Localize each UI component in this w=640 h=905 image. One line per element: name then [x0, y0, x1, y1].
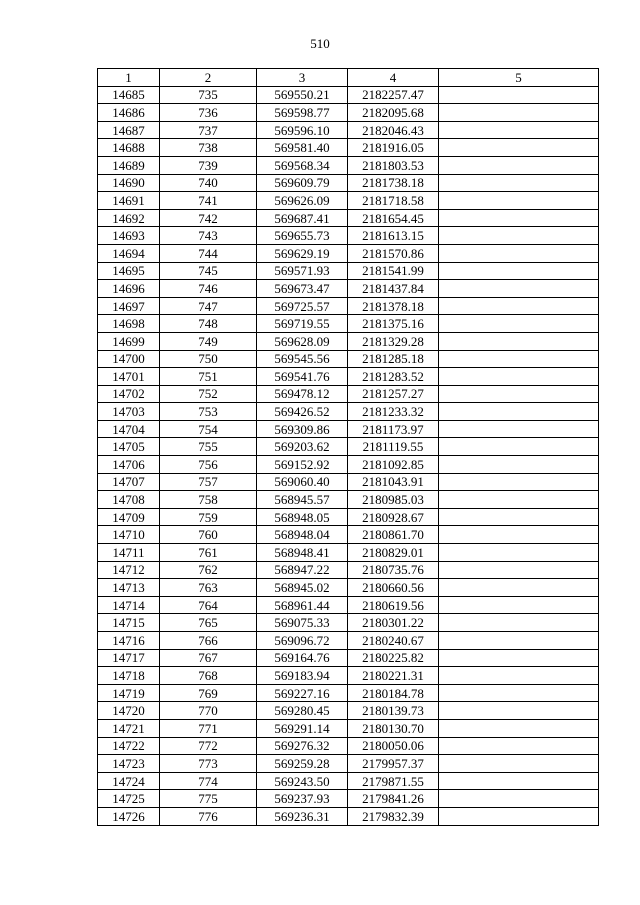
table-cell-col-4: 2180139.73 [348, 702, 439, 720]
table-cell-col-3: 568948.05 [257, 508, 348, 526]
table-cell-col-4: 2182046.43 [348, 121, 439, 139]
table-cell-col-5 [439, 456, 599, 474]
table-row [98, 790, 599, 808]
table-cell-col-3: 569629.19 [257, 244, 348, 262]
table-cell-col-1: 14726 [98, 807, 160, 825]
table-cell-col-4: 2180861.70 [348, 526, 439, 544]
table-cell-col-2: 776 [160, 807, 257, 825]
table-row [98, 491, 599, 509]
table-cell-col-4: 2180301.22 [348, 614, 439, 632]
table-cell-col-1: 14707 [98, 473, 160, 491]
table-cell-col-3: 569568.34 [257, 156, 348, 174]
table-cell-col-4: 2182257.47 [348, 86, 439, 104]
table-row [98, 772, 599, 790]
table-row [98, 702, 599, 720]
table-row [98, 667, 599, 685]
table-row [98, 456, 599, 474]
table-cell-col-3: 569596.10 [257, 121, 348, 139]
table-cell-col-5 [439, 262, 599, 280]
table-cell-col-2: 752 [160, 385, 257, 403]
table-cell-col-3: 569291.14 [257, 719, 348, 737]
table-cell-col-5 [439, 719, 599, 737]
table-cell-col-2: 743 [160, 227, 257, 245]
table-cell-col-2: 768 [160, 667, 257, 685]
table-cell-col-1: 14685 [98, 86, 160, 104]
table-cell-col-2: 758 [160, 491, 257, 509]
table-cell-col-2: 754 [160, 420, 257, 438]
table-row [98, 156, 599, 174]
table-cell-col-4: 2181257.27 [348, 385, 439, 403]
table-cell-col-4: 2181803.53 [348, 156, 439, 174]
table-cell-col-1: 14694 [98, 244, 160, 262]
header-cell-3: 3 [257, 69, 348, 87]
table-cell-col-2: 759 [160, 508, 257, 526]
table-cell-col-1: 14713 [98, 579, 160, 597]
table-row [98, 86, 599, 104]
table-cell-col-5 [439, 737, 599, 755]
table-cell-col-2: 741 [160, 192, 257, 210]
table-cell-col-3: 569280.45 [257, 702, 348, 720]
header-row [98, 69, 599, 87]
table-cell-col-5 [439, 596, 599, 614]
table-cell-col-3: 569628.09 [257, 332, 348, 350]
table-cell-col-2: 749 [160, 332, 257, 350]
table-cell-col-2: 739 [160, 156, 257, 174]
table-cell-col-1: 14724 [98, 772, 160, 790]
table-cell-col-2: 771 [160, 719, 257, 737]
table-cell-col-5 [439, 174, 599, 192]
table-cell-col-1: 14688 [98, 139, 160, 157]
table-row [98, 719, 599, 737]
table-row [98, 526, 599, 544]
table-cell-col-1: 14692 [98, 209, 160, 227]
table-cell-col-4: 2181541.99 [348, 262, 439, 280]
table-cell-col-1: 14708 [98, 491, 160, 509]
table-cell-col-4: 2181437.84 [348, 280, 439, 298]
table-cell-col-1: 14722 [98, 737, 160, 755]
table-cell-col-3: 569541.76 [257, 368, 348, 386]
table-cell-col-1: 14719 [98, 684, 160, 702]
table-cell-col-2: 751 [160, 368, 257, 386]
table-cell-col-4: 2180050.06 [348, 737, 439, 755]
table-row [98, 755, 599, 773]
table-cell-col-3: 569426.52 [257, 403, 348, 421]
table-row [98, 174, 599, 192]
table-cell-col-3: 568945.02 [257, 579, 348, 597]
table-cell-col-5 [439, 315, 599, 333]
table-cell-col-2: 772 [160, 737, 257, 755]
table-cell-col-4: 2180735.76 [348, 561, 439, 579]
table-row [98, 684, 599, 702]
table-row [98, 104, 599, 122]
table-cell-col-3: 569609.79 [257, 174, 348, 192]
table-cell-col-4: 2181173.97 [348, 420, 439, 438]
table-row [98, 332, 599, 350]
table-cell-col-5 [439, 579, 599, 597]
table-cell-col-1: 14711 [98, 544, 160, 562]
table-cell-col-4: 2181718.58 [348, 192, 439, 210]
table-cell-col-5 [439, 667, 599, 685]
table-cell-col-1: 14704 [98, 420, 160, 438]
table-cell-col-1: 14698 [98, 315, 160, 333]
table-cell-col-1: 14725 [98, 790, 160, 808]
table-cell-col-1: 14687 [98, 121, 160, 139]
table-cell-col-2: 767 [160, 649, 257, 667]
table-cell-col-4: 2181613.15 [348, 227, 439, 245]
table-row [98, 473, 599, 491]
table-cell-col-1: 14689 [98, 156, 160, 174]
table-cell-col-5 [439, 297, 599, 315]
table-row [98, 350, 599, 368]
table-row [98, 596, 599, 614]
table-cell-col-5 [439, 649, 599, 667]
table-cell-col-2: 755 [160, 438, 257, 456]
table-cell-col-3: 569673.47 [257, 280, 348, 298]
table-cell-col-3: 569598.77 [257, 104, 348, 122]
table-cell-col-3: 569227.16 [257, 684, 348, 702]
table-cell-col-4: 2179841.26 [348, 790, 439, 808]
table-row [98, 632, 599, 650]
page-number: 510 [310, 36, 330, 51]
table-cell-col-5 [439, 702, 599, 720]
table-cell-col-3: 569571.93 [257, 262, 348, 280]
table-cell-col-4: 2180660.56 [348, 579, 439, 597]
table-cell-col-1: 14717 [98, 649, 160, 667]
table-cell-col-3: 569060.40 [257, 473, 348, 491]
table-row [98, 297, 599, 315]
table-cell-col-2: 761 [160, 544, 257, 562]
table-cell-col-4: 2181375.16 [348, 315, 439, 333]
table-cell-col-2: 774 [160, 772, 257, 790]
table-cell-col-1: 14714 [98, 596, 160, 614]
header-cell-4: 4 [348, 69, 439, 87]
table-cell-col-5 [439, 244, 599, 262]
coordinates-table [97, 68, 599, 826]
table-cell-col-2: 745 [160, 262, 257, 280]
table-cell-col-2: 764 [160, 596, 257, 614]
table-cell-col-5 [439, 420, 599, 438]
table-cell-col-1: 14697 [98, 297, 160, 315]
table-cell-col-5 [439, 755, 599, 773]
table-cell-col-1: 14712 [98, 561, 160, 579]
table-cell-col-5 [439, 772, 599, 790]
table-cell-col-2: 750 [160, 350, 257, 368]
table-cell-col-4: 2181043.91 [348, 473, 439, 491]
table-cell-col-1: 14715 [98, 614, 160, 632]
header-cell-5: 5 [439, 69, 599, 87]
table-row [98, 139, 599, 157]
table-cell-col-2: 760 [160, 526, 257, 544]
table-cell-col-2: 736 [160, 104, 257, 122]
table-cell-col-2: 735 [160, 86, 257, 104]
table-row [98, 508, 599, 526]
table-cell-col-1: 14718 [98, 667, 160, 685]
table-cell-col-4: 2180184.78 [348, 684, 439, 702]
table-cell-col-1: 14723 [98, 755, 160, 773]
table-cell-col-1: 14720 [98, 702, 160, 720]
table-cell-col-1: 14700 [98, 350, 160, 368]
table-cell-col-3: 569550.21 [257, 86, 348, 104]
table-cell-col-1: 14696 [98, 280, 160, 298]
table-cell-col-5 [439, 632, 599, 650]
table-cell-col-4: 2181285.18 [348, 350, 439, 368]
table-cell-col-3: 569687.41 [257, 209, 348, 227]
table-cell-col-2: 765 [160, 614, 257, 632]
table-row [98, 649, 599, 667]
table-cell-col-1: 14709 [98, 508, 160, 526]
table-cell-col-5 [439, 209, 599, 227]
table-cell-col-2: 770 [160, 702, 257, 720]
table-cell-col-5 [439, 121, 599, 139]
table-cell-col-5 [439, 508, 599, 526]
table-row [98, 121, 599, 139]
table-cell-col-3: 569478.12 [257, 385, 348, 403]
table-cell-col-5 [439, 368, 599, 386]
table-cell-col-5 [439, 86, 599, 104]
table-cell-col-1: 14702 [98, 385, 160, 403]
table-cell-col-3: 569236.31 [257, 807, 348, 825]
table-row [98, 438, 599, 456]
table-cell-col-5 [439, 491, 599, 509]
table-cell-col-4: 2180221.31 [348, 667, 439, 685]
table-cell-col-5 [439, 684, 599, 702]
table-cell-col-2: 746 [160, 280, 257, 298]
table-cell-col-4: 2180225.82 [348, 649, 439, 667]
table-cell-col-4: 2179871.55 [348, 772, 439, 790]
table-cell-col-5 [439, 544, 599, 562]
table-cell-col-1: 14699 [98, 332, 160, 350]
table-row [98, 227, 599, 245]
table-row [98, 192, 599, 210]
table-cell-col-4: 2181654.45 [348, 209, 439, 227]
table-cell-col-3: 569203.62 [257, 438, 348, 456]
table-cell-col-4: 2179957.37 [348, 755, 439, 773]
table-cell-col-5 [439, 438, 599, 456]
table-cell-col-2: 744 [160, 244, 257, 262]
table-cell-col-1: 14703 [98, 403, 160, 421]
table-cell-col-2: 762 [160, 561, 257, 579]
table-cell-col-4: 2180619.56 [348, 596, 439, 614]
table-cell-col-3: 569581.40 [257, 139, 348, 157]
table-cell-col-5 [439, 350, 599, 368]
table-cell-col-1: 14686 [98, 104, 160, 122]
table-row [98, 579, 599, 597]
table-cell-col-2: 753 [160, 403, 257, 421]
table-cell-col-3: 569719.55 [257, 315, 348, 333]
table-cell-col-2: 773 [160, 755, 257, 773]
table-cell-col-1: 14710 [98, 526, 160, 544]
table-row [98, 315, 599, 333]
table-cell-col-4: 2182095.68 [348, 104, 439, 122]
table-row [98, 280, 599, 298]
table-cell-col-5 [439, 403, 599, 421]
table-cell-col-1: 14690 [98, 174, 160, 192]
table-cell-col-5 [439, 192, 599, 210]
table-cell-col-5 [439, 526, 599, 544]
table-row [98, 737, 599, 755]
table-cell-col-4: 2180829.01 [348, 544, 439, 562]
table-cell-col-1: 14706 [98, 456, 160, 474]
table-row [98, 385, 599, 403]
table-cell-col-4: 2180928.67 [348, 508, 439, 526]
table-row [98, 420, 599, 438]
table-cell-col-2: 747 [160, 297, 257, 315]
table-cell-col-4: 2181092.85 [348, 456, 439, 474]
table-row [98, 244, 599, 262]
table-cell-col-4: 2181283.52 [348, 368, 439, 386]
table-body [98, 86, 599, 825]
table-cell-col-2: 737 [160, 121, 257, 139]
table-cell-col-4: 2180240.67 [348, 632, 439, 650]
header-cell-1: 1 [98, 69, 160, 87]
table-row [98, 262, 599, 280]
table-cell-col-1: 14705 [98, 438, 160, 456]
table-cell-col-4: 2181570.86 [348, 244, 439, 262]
table-cell-col-1: 14693 [98, 227, 160, 245]
table-cell-col-3: 569626.09 [257, 192, 348, 210]
table-cell-col-3: 569309.86 [257, 420, 348, 438]
table-cell-col-3: 569545.56 [257, 350, 348, 368]
table-cell-col-4: 2181329.28 [348, 332, 439, 350]
table-cell-col-3: 569164.76 [257, 649, 348, 667]
table-cell-col-5 [439, 104, 599, 122]
table-cell-col-4: 2181233.32 [348, 403, 439, 421]
table-cell-col-2: 775 [160, 790, 257, 808]
table-cell-col-4: 2179832.39 [348, 807, 439, 825]
table-cell-col-5 [439, 332, 599, 350]
table-cell-col-4: 2181119.55 [348, 438, 439, 456]
table-row [98, 209, 599, 227]
table-cell-col-4: 2181916.05 [348, 139, 439, 157]
header-cell-2: 2 [160, 69, 257, 87]
table-cell-col-3: 569655.73 [257, 227, 348, 245]
table-cell-col-2: 763 [160, 579, 257, 597]
table-cell-col-2: 740 [160, 174, 257, 192]
table-cell-col-2: 757 [160, 473, 257, 491]
table-cell-col-2: 756 [160, 456, 257, 474]
table-row [98, 368, 599, 386]
table-row [98, 403, 599, 421]
table-cell-col-5 [439, 156, 599, 174]
table-cell-col-5 [439, 790, 599, 808]
table-cell-col-4: 2181378.18 [348, 297, 439, 315]
table-cell-col-3: 569243.50 [257, 772, 348, 790]
table-cell-col-3: 569152.92 [257, 456, 348, 474]
table-cell-col-5 [439, 807, 599, 825]
table-cell-col-5 [439, 385, 599, 403]
table-cell-col-5 [439, 227, 599, 245]
table-cell-col-3: 568947.22 [257, 561, 348, 579]
table-row [98, 561, 599, 579]
table-cell-col-3: 569725.57 [257, 297, 348, 315]
table-cell-col-2: 766 [160, 632, 257, 650]
table-cell-col-2: 769 [160, 684, 257, 702]
table-cell-col-3: 568948.04 [257, 526, 348, 544]
table-cell-col-1: 14695 [98, 262, 160, 280]
table-cell-col-4: 2180130.70 [348, 719, 439, 737]
table-cell-col-2: 742 [160, 209, 257, 227]
table-cell-col-3: 568948.41 [257, 544, 348, 562]
table-cell-col-1: 14721 [98, 719, 160, 737]
table-cell-col-3: 569075.33 [257, 614, 348, 632]
table-cell-col-5 [439, 280, 599, 298]
table-cell-col-3: 569276.32 [257, 737, 348, 755]
table-cell-col-3: 569259.28 [257, 755, 348, 773]
table-cell-col-5 [439, 614, 599, 632]
table-cell-col-3: 569096.72 [257, 632, 348, 650]
table-cell-col-4: 2181738.18 [348, 174, 439, 192]
table-row [98, 614, 599, 632]
table-cell-col-1: 14716 [98, 632, 160, 650]
table-cell-col-2: 738 [160, 139, 257, 157]
table-cell-col-5 [439, 561, 599, 579]
table-cell-col-3: 569237.93 [257, 790, 348, 808]
table-row [98, 544, 599, 562]
table-cell-col-3: 569183.94 [257, 667, 348, 685]
table-cell-col-1: 14701 [98, 368, 160, 386]
table-cell-col-5 [439, 139, 599, 157]
table-cell-col-3: 568945.57 [257, 491, 348, 509]
table-row [98, 807, 599, 825]
table-cell-col-1: 14691 [98, 192, 160, 210]
table-cell-col-3: 568961.44 [257, 596, 348, 614]
table-cell-col-2: 748 [160, 315, 257, 333]
table-cell-col-4: 2180985.03 [348, 491, 439, 509]
table-cell-col-5 [439, 473, 599, 491]
